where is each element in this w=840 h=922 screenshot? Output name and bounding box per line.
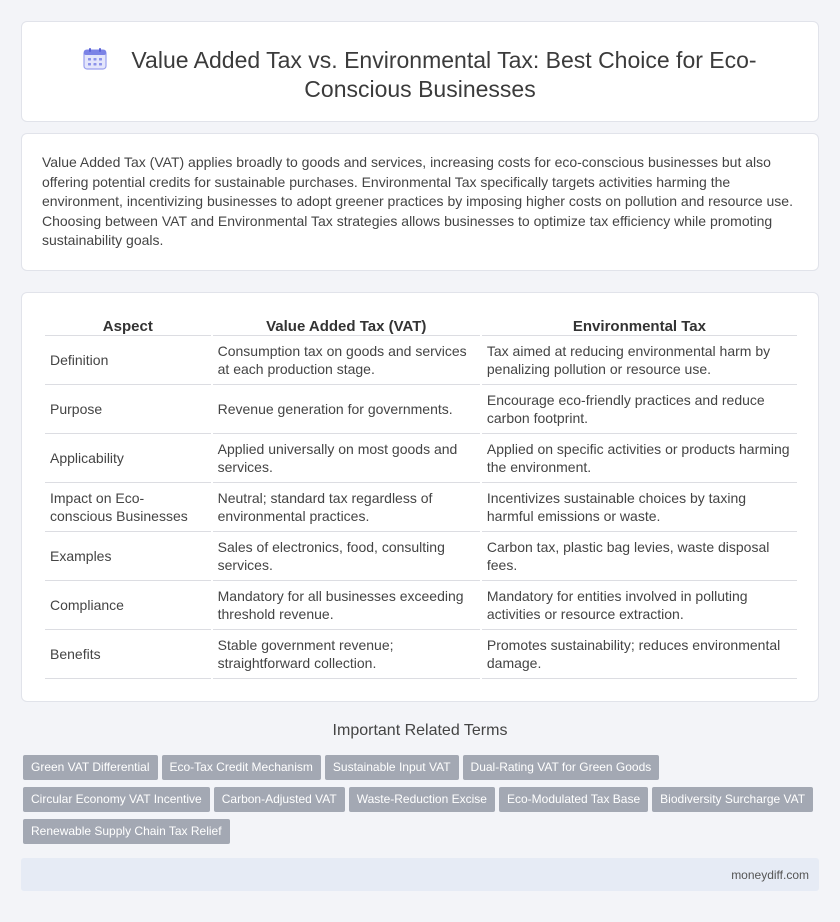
row-vat: Revenue generation for governments. — [213, 385, 480, 434]
table-row — [45, 581, 797, 630]
related-term-tag[interactable]: Eco-Modulated Tax Base — [499, 787, 648, 812]
related-term-tag[interactable]: Sustainable Input VAT — [325, 755, 459, 780]
table-row — [45, 630, 797, 679]
related-term-tag[interactable]: Circular Economy VAT Incentive — [23, 787, 210, 812]
related-term-tag[interactable]: Green VAT Differential — [23, 755, 158, 780]
row-environmental-tax: Carbon tax, plastic bag levies, waste disposal fees. — [482, 532, 797, 581]
related-terms-list — [23, 755, 823, 851]
row-aspect: Compliance — [45, 581, 211, 630]
row-vat: Consumption tax on goods and services at each production stage. — [213, 336, 480, 385]
table-row — [45, 532, 797, 581]
comparison-card — [21, 292, 819, 702]
related-term-tag[interactable]: Waste-Reduction Excise — [349, 787, 495, 812]
row-vat: Stable government revenue; straightforward collection. — [213, 630, 480, 679]
row-environmental-tax: Tax aimed at reducing environmental harm by penalizing pollution or resource use. — [482, 336, 797, 385]
row-environmental-tax: Applied on specific activities or products harming the environment. — [482, 434, 797, 483]
title-card — [21, 21, 819, 122]
header-aspect: Aspect — [45, 314, 211, 336]
row-aspect: Definition — [45, 336, 211, 385]
related-terms-heading: Important Related Terms — [332, 722, 508, 739]
related-term-tag[interactable]: Renewable Supply Chain Tax Relief — [23, 819, 230, 844]
table-header-row — [45, 314, 797, 336]
row-vat: Applied universally on most goods and services. — [213, 434, 480, 483]
calendar-icon — [83, 48, 107, 70]
related-term-tag[interactable]: Dual-Rating VAT for Green Goods — [463, 755, 660, 780]
related-term-tag[interactable]: Biodiversity Surcharge VAT — [652, 787, 813, 812]
row-vat: Sales of electronics, food, consulting services. — [213, 532, 480, 581]
row-vat: Neutral; standard tax regardless of environmental practices. — [213, 483, 480, 532]
row-aspect: Benefits — [45, 630, 211, 679]
row-aspect: Purpose — [45, 385, 211, 434]
row-vat: Mandatory for all businesses exceeding threshold revenue. — [213, 581, 480, 630]
header-environmental-tax: Environmental Tax — [482, 314, 797, 336]
intro-paragraph: Value Added Tax (VAT) applies broadly to goods and services, increasing costs for eco-conscious businesses but also offering potential credits for sustainable purchases. Environmental Tax specifically targets activities harming the environment, incentivizing businesses to adopt greener practices by imposing higher costs on pollution and resource use. Choosing between VAT and Environmental Tax strategies allows businesses to optimize tax efficiency while promoting sustainability goals. — [42, 154, 793, 248]
page-title — [22, 46, 818, 104]
footer-site-link[interactable]: moneydiff.com — [731, 868, 809, 882]
page-title-text: Value Added Tax vs. Environmental Tax: Best Choice for Eco-Conscious Businesses — [131, 47, 757, 102]
comparison-table — [43, 314, 799, 679]
table-row — [45, 434, 797, 483]
table-row — [45, 483, 797, 532]
related-term-tag[interactable]: Eco-Tax Credit Mechanism — [162, 755, 321, 780]
row-environmental-tax: Promotes sustainability; reduces environmental damage. — [482, 630, 797, 679]
row-aspect: Examples — [45, 532, 211, 581]
row-environmental-tax: Encourage eco-friendly practices and reduce carbon footprint. — [482, 385, 797, 434]
related-term-tag[interactable]: Carbon-Adjusted VAT — [214, 787, 345, 812]
intro-card — [21, 133, 819, 271]
row-aspect: Applicability — [45, 434, 211, 483]
header-vat: Value Added Tax (VAT) — [213, 314, 480, 336]
table-row — [45, 336, 797, 385]
table-row — [45, 385, 797, 434]
row-aspect: Impact on Eco-conscious Businesses — [45, 483, 211, 532]
footer — [21, 858, 819, 891]
row-environmental-tax: Incentivizes sustainable choices by taxing harmful emissions or waste. — [482, 483, 797, 532]
row-environmental-tax: Mandatory for entities involved in polluting activities or resource extraction. — [482, 581, 797, 630]
